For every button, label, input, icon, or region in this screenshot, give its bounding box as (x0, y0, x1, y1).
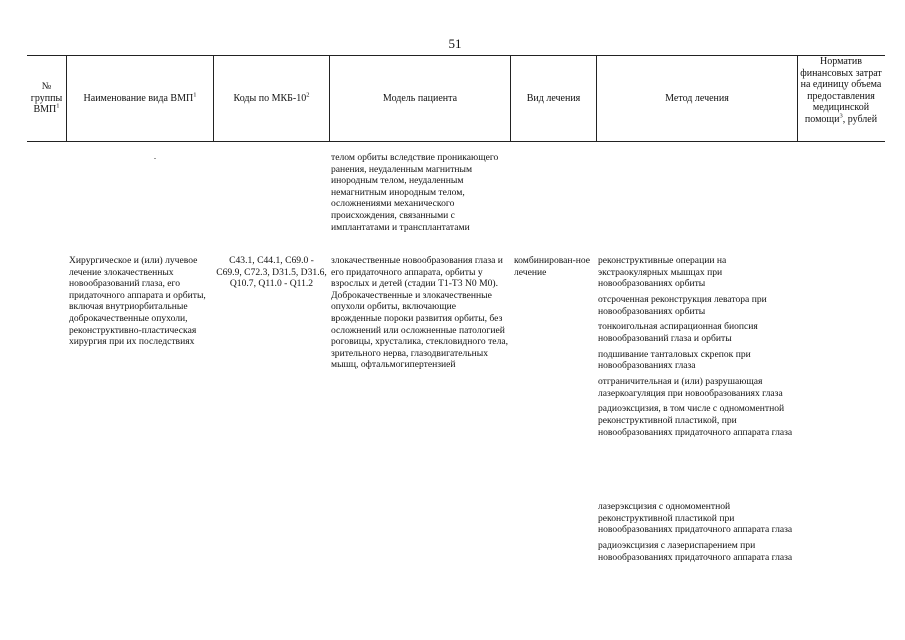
header-group-number (27, 56, 66, 141)
vmp-name-cell: Хирургическое и (или) лучевое лечение злокачественных новообразований глаза, его придаточного аппарата и орбиты, включая внутриорбитальные доброкачественные опухоли, реконструктивно-пластическая хирургия при их последствиях (69, 255, 206, 348)
header-norm-unit: , рублей (842, 113, 878, 125)
header-codes-label: Коды по МКБ-10 (233, 92, 307, 104)
header-codes (214, 56, 329, 141)
method-item: подшивание танталовых скрепок при новообразованиях глаза (598, 348, 751, 372)
method-item: радиоэксцизия, в том числе с одномоментной реконструктивной пластикой, при новообразованиях придаточного аппарата глаза (598, 403, 793, 438)
method-item: отграничительная и (или) разрушающая лазеркоагуляция при новообразованиях глаза (598, 376, 783, 399)
icd-codes-cell: C43.1, C44.1, C69.0 - C69.9, C72.3, D31.5, D31.6, Q10.7, Q11.0 - Q11.2 (216, 255, 327, 290)
header-model-label: Модель пациента (382, 92, 458, 104)
header-treatment (511, 56, 596, 141)
page-number: 51 (448, 36, 462, 51)
header-name-label: Наименование вида ВМП (83, 92, 194, 104)
method-item: отсроченная реконструкция леватора при новообразованиях орбиты (598, 293, 767, 317)
method-item: лазерэксцизия с одномоментной реконструктивной пластикой при новообразованиях придаточного аппарата глаза (598, 501, 793, 536)
footnote-marker: 1 (193, 91, 197, 99)
footnote-marker: 1 (56, 102, 60, 110)
method-item: реконструктивные операции на экстраокулярных мышцах при новообразованиях орбиты (598, 255, 727, 290)
scan-dot (154, 158, 156, 159)
method-list-2 (598, 501, 796, 567)
continued-model-text: телом орбиты вследствие проникающего ранения, неудаленным магнитным инородным телом, неудаленным немагнитным инородным телом, осложнениями механического происхождения, связанными с имплантатами и трансплантатами (331, 152, 499, 233)
header-norm-label: Норматив финансовых затрат на единицу объема предоставления медицинской помощи (800, 56, 882, 125)
method-item: тонкоигольная аспирационная биопсия новообразований глаза и орбиты (598, 321, 758, 344)
header-model (330, 56, 510, 141)
header-name (67, 56, 213, 141)
patient-model-cell: злокачественные новообразования глаза и его придаточного аппарата, орбиты у взрослых и детей (стадии T1-T3 N0 M0). Доброкачественные и злокачественные опухоли орбиты, включающие врожденные пороки развития орбиты, без осложнений или осложненные патологией роговицы, хрусталика, стекловидного тела, зрительного нерва, глазодвигательных мышц, офтальмогипертензией (331, 255, 509, 371)
header-group-label: № группы ВМП (30, 81, 63, 116)
header-norm (798, 56, 884, 141)
header-treatment-label: Вид лечения (526, 92, 581, 104)
header-bottom-rule (27, 141, 885, 142)
treatment-type-cell: комбинирован-ное лечение (514, 255, 591, 278)
method-list-1 (598, 255, 796, 442)
footnote-marker: 2 (306, 91, 310, 99)
header-method (597, 56, 797, 141)
method-item: радиоэксцизия с лазериспарением при новообразованиях придаточного аппарата глаза (598, 539, 793, 563)
footnote-marker: 3 (839, 112, 843, 120)
header-method-label: Метод лечения (665, 92, 729, 104)
